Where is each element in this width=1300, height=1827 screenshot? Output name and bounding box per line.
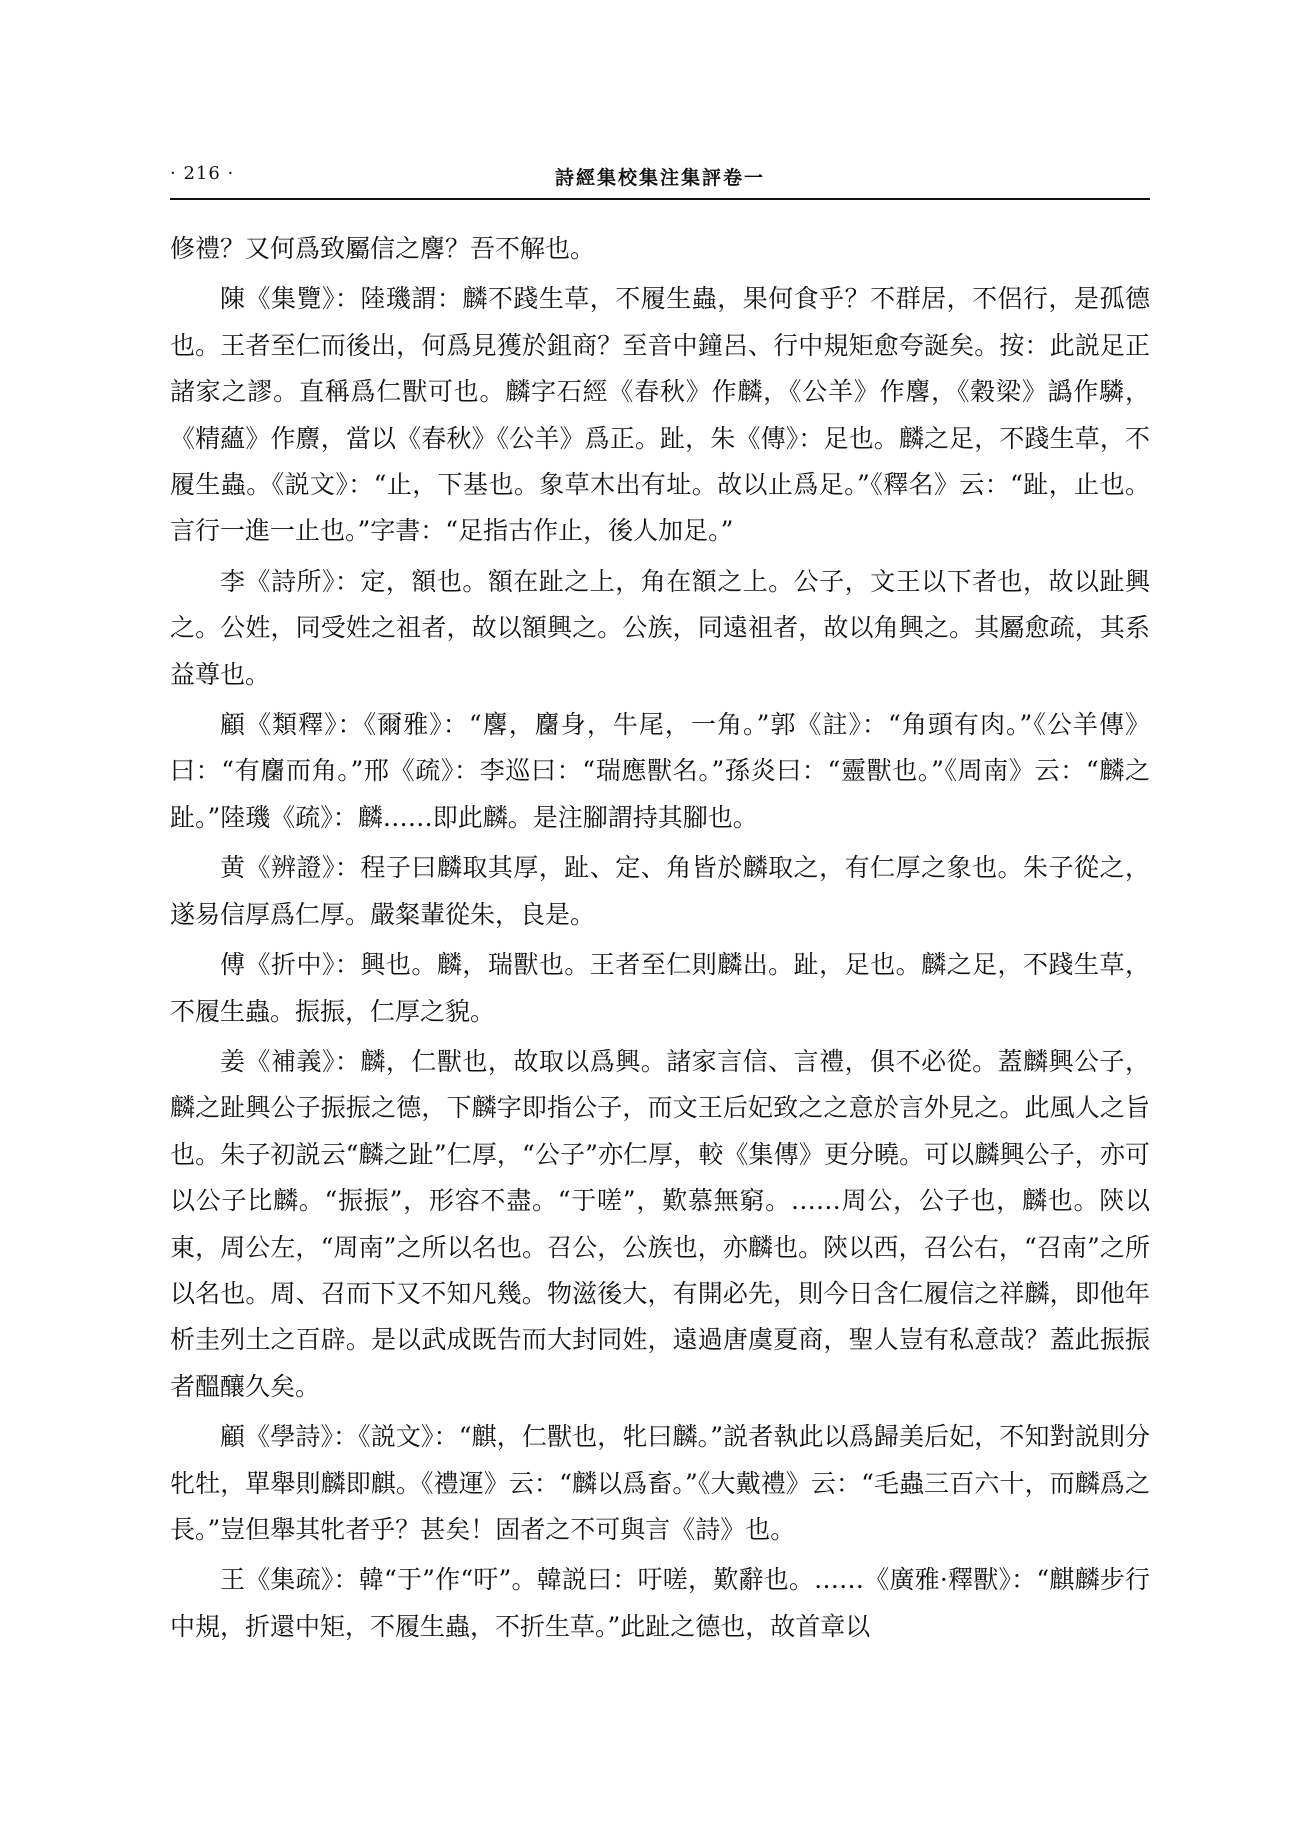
paragraph-chen-jilan: 陳《集覽》：陸璣謂：麟不踐生草，不履生蟲，果何食乎？不群居，不侶行，是孤德也。王者至仁而後出，何爲見獲於鉏商？至音中鐘呂、行中規矩愈夸誕矣。按：此説足正諸家之謬。直稱爲仁獸可也。麟字石經《春秋》作麟，《公羊》作麐，《穀梁》譌作驎，《精蘊》作麖，當以《春秋》《公羊》爲正。趾，朱《傳》：足也。麟之足，不踐生草，不履生蟲。《説文》：“止，下基也。象草木出有址。故以止爲足。”《釋名》云：“趾，止也。言行一進一止也。”字書：“足指古作止，後人加足。” (170, 284, 1150, 546)
body-text (170, 226, 1150, 1650)
paragraph-gu-leishi: 顧《類釋》：《爾雅》：“麐，麕身，牛尾，一角。”郭《註》：“角頭有肉。”《公羊傳》曰：“有麕而角。”邢《疏》：李巡曰：“瑞應獸名。”孫炎曰：“靈獸也。”《周南》云：“麟之趾。”陸璣《疏》：麟……即此麟。是注腳謂持其腳也。 (170, 710, 1150, 832)
paragraph-jiang-buyi: 姜《補義》：麟，仁獸也，故取以爲興。諸家言信、言禮，俱不必從。蓋麟興公子，麟之趾興公子振振之德，下麟字即指公子，而文王后妃致之之意於言外見之。此風人之旨也。朱子初説云“麟之趾”仁厚，“公子”亦仁厚，較《集傳》更分曉。可以麟興公子，亦可以公子比麟。“振振”，形容不盡。“于嗟”，歎慕無窮。……周公，公子也，麟也。陝以東，周公左，“周南”之所以名也。召公，公族也，亦麟也。陝以西，召公右，“召南”之所以名也。周、召而下又不知凡幾。物滋後大，有開必先，則今日含仁履信之祥麟，即他年析圭列土之百辟。是以武成既告而大封同姓，遠過唐虞夏商，聖人豈有私意哉？蓋此振振者醞釀久矣。 (170, 1046, 1150, 1401)
paragraph-huang-bianzheng: 黄《辨證》：程子曰麟取其厚，趾、定、角皆於麟取之，有仁厚之象也。朱子從之，遂易信厚爲仁厚。嚴粲輩從朱，良是。 (170, 853, 1150, 929)
paragraph-continuation: 修禮？又何爲致屬信之麐？吾不解也。 (170, 234, 596, 263)
paragraph-fu-zhezhong: 傅《折中》：興也。麟，瑞獸也。王者至仁則麟出。趾，足也。麟之足，不踐生草，不履生蟲。振振，仁厚之貌。 (170, 950, 1150, 1026)
running-head (170, 157, 1150, 197)
page-number: · 216 · (170, 163, 235, 184)
header-rule (170, 198, 1150, 200)
running-title: 詩經集校集注集評卷一 (554, 167, 765, 189)
paragraph-li-shisuo: 李《詩所》：定，額也。額在趾之上，角在額之上。公子，文王以下者也，故以趾興之。公姓，同受姓之祖者，故以額興之。公族，同遠祖者，故以角興之。其屬愈疏，其系益尊也。 (170, 566, 1150, 689)
paragraph-gu-xueshi: 顧《學詩》：《説文》：“麒，仁獸也，牝曰麟。”説者執此以爲歸美后妃，不知對説則分牝牡，單舉則麟即麒。《禮運》云：“麟以爲畜。”《大戴禮》云：“毛蟲三百六十，而麟爲之長。”豈但舉其牝者乎？甚矣！固者之不可與言《詩》也。 (170, 1422, 1150, 1544)
paragraph-wang-jishu: 王《集疏》：韓“于”作“吁”。韓説曰：吁嗟，歎辭也。……《廣雅·釋獸》：“麒麟步行中規，折還中矩，不履生蟲，不折生草。”此趾之德也，故首章以 (170, 1565, 1150, 1641)
